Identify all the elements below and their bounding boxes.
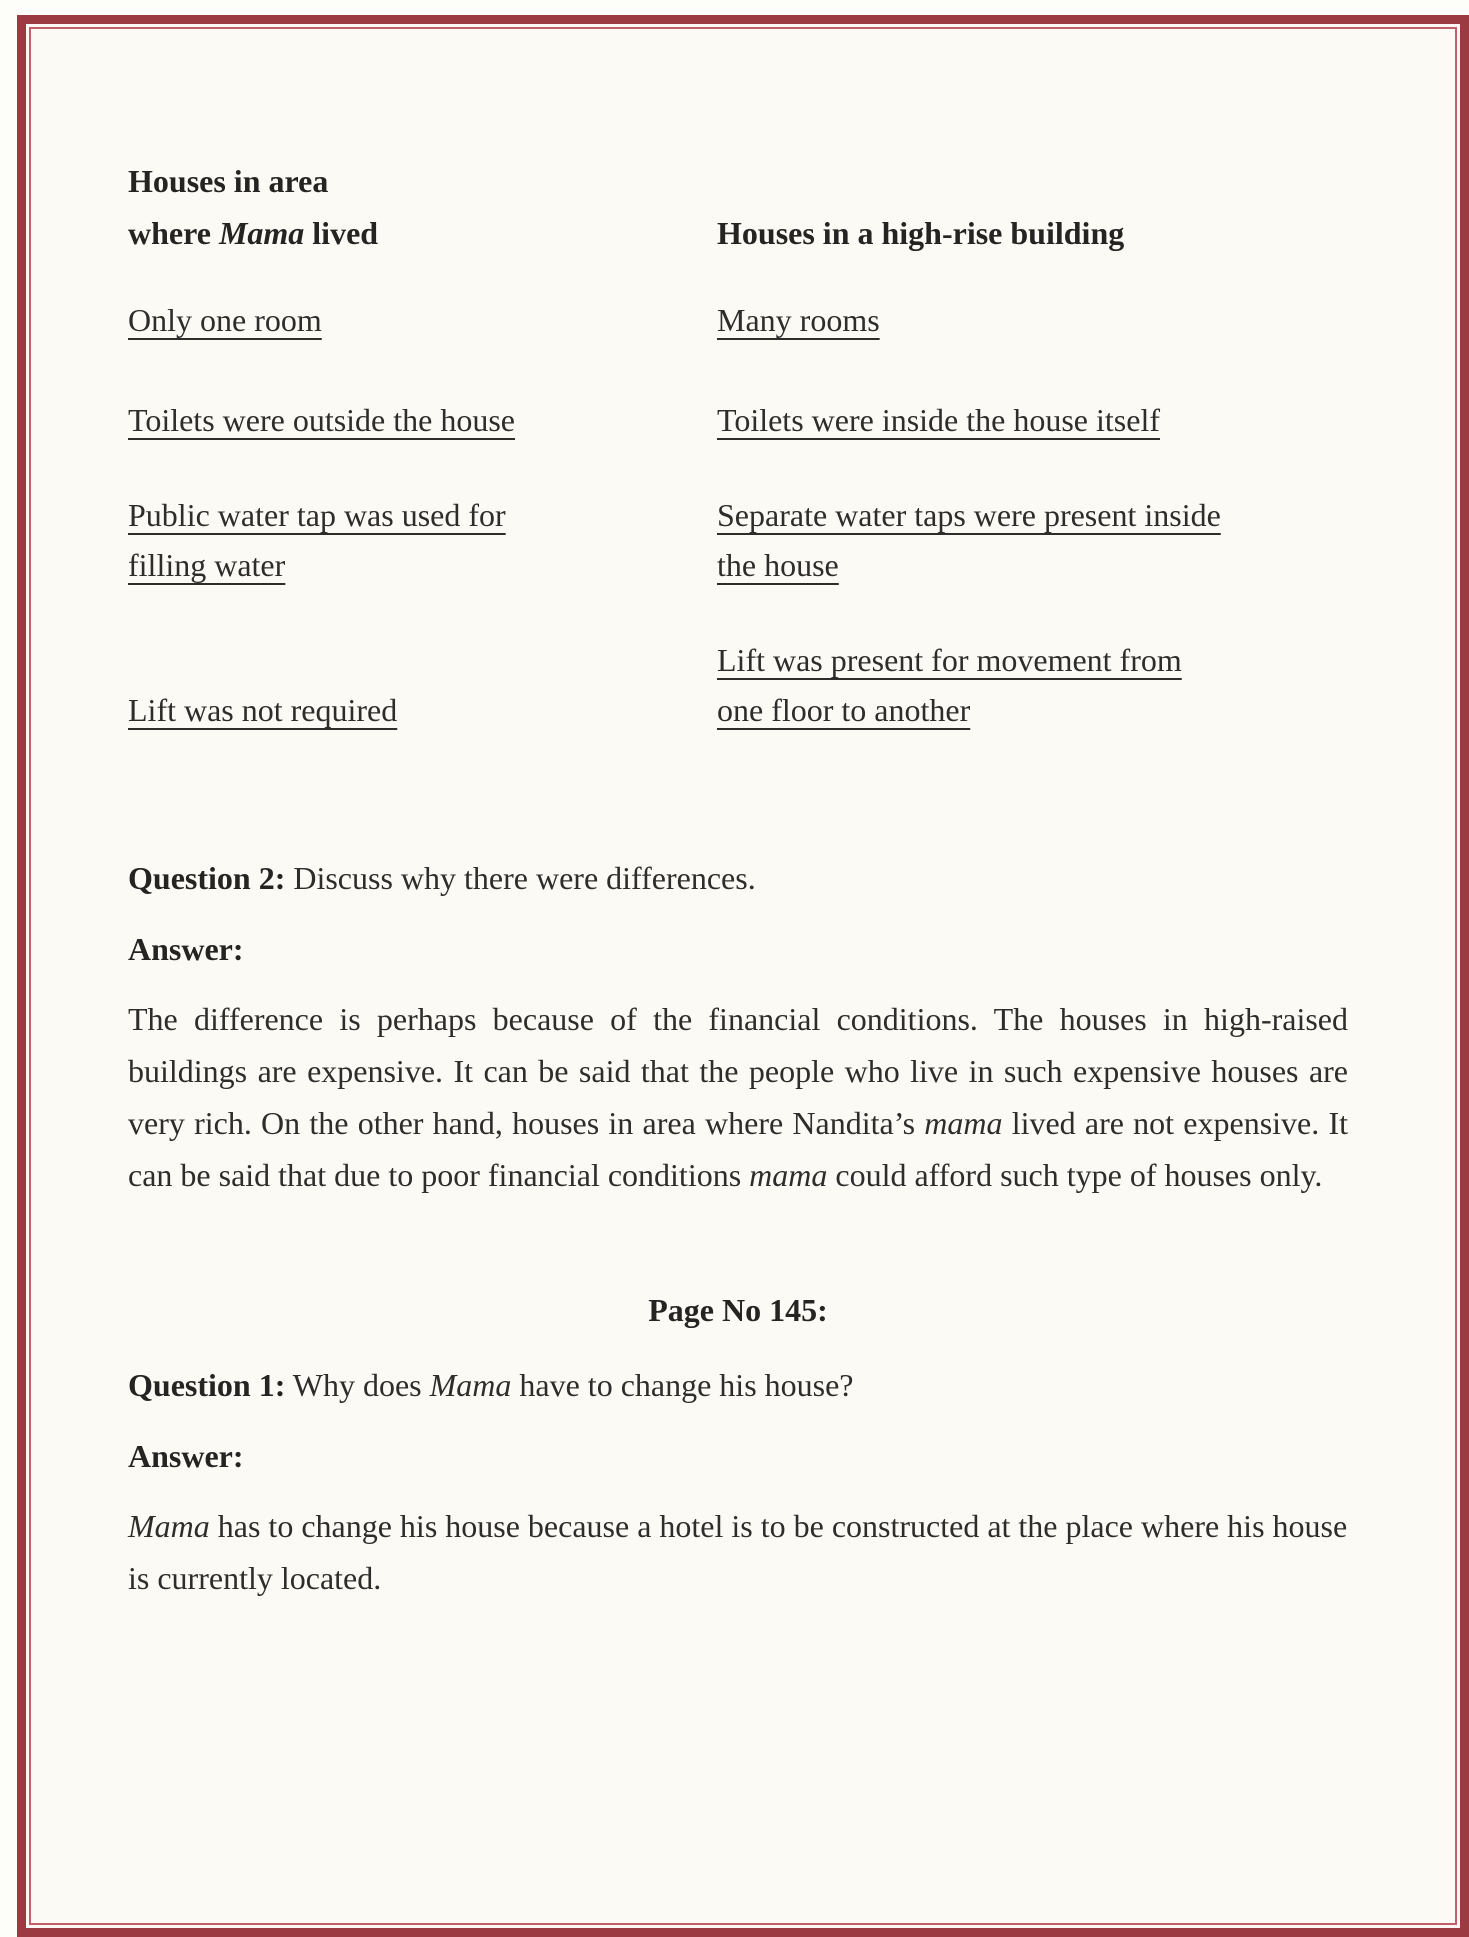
comparison-table bbox=[128, 155, 1348, 735]
answer-q2-paragraph: The difference is perhaps because of the financial conditions. The houses in high-raised buildings are expensive. It can be said that the people who live in such expensive houses are very rich. On the other hand, houses in area where Nandita’s mama lived are not expensive. It can be said that due to poor financial conditions mama could afford such type of houses only. bbox=[128, 1001, 1348, 1193]
table-cell-left: Lift was not required bbox=[128, 692, 398, 728]
left-header-line1: Houses in area bbox=[128, 163, 329, 199]
comparison-row-water bbox=[128, 490, 1348, 590]
left-column-header bbox=[128, 155, 717, 259]
table-cell-right: Toilets were inside the house itself bbox=[717, 402, 1160, 438]
answer-label-q2: Answer: bbox=[128, 931, 244, 967]
table-cell-left: Public water tap was used for filling water bbox=[128, 497, 506, 583]
comparison-header-row bbox=[128, 155, 1348, 259]
table-cell-right: Lift was present for movement from one floor to another bbox=[717, 642, 1182, 728]
right-column-header: Houses in a high-rise building bbox=[717, 215, 1125, 251]
answer-label-q1: Answer: bbox=[128, 1438, 244, 1474]
table-cell-right: Many rooms bbox=[717, 302, 880, 338]
answer-q1-paragraph: Mama has to change his house because a hotel is to be constructed at the place where his house is currently located. bbox=[128, 1508, 1348, 1596]
page-border-frame bbox=[17, 15, 1469, 1937]
table-cell-right: Separate water taps were present inside the house bbox=[717, 497, 1221, 583]
question-2-line: Question 2: Discuss why there were differences. bbox=[128, 860, 756, 896]
mama-italic: Mama bbox=[218, 215, 305, 251]
comparison-row-toilets bbox=[128, 395, 1348, 445]
comparison-row-rooms bbox=[128, 295, 1348, 345]
table-cell-left: Only one room bbox=[128, 302, 322, 338]
page-inner-border bbox=[29, 27, 1457, 1925]
table-cell-left: Toilets were outside the house bbox=[128, 402, 515, 438]
question-1-line: Question 1: Why does Mama have to change his house? bbox=[128, 1367, 854, 1403]
page-content bbox=[31, 29, 1348, 1923]
comparison-row-lift bbox=[128, 635, 1348, 735]
page-number-heading: Page No 145: bbox=[648, 1292, 828, 1328]
left-header-line2: where Mama lived bbox=[128, 215, 379, 251]
